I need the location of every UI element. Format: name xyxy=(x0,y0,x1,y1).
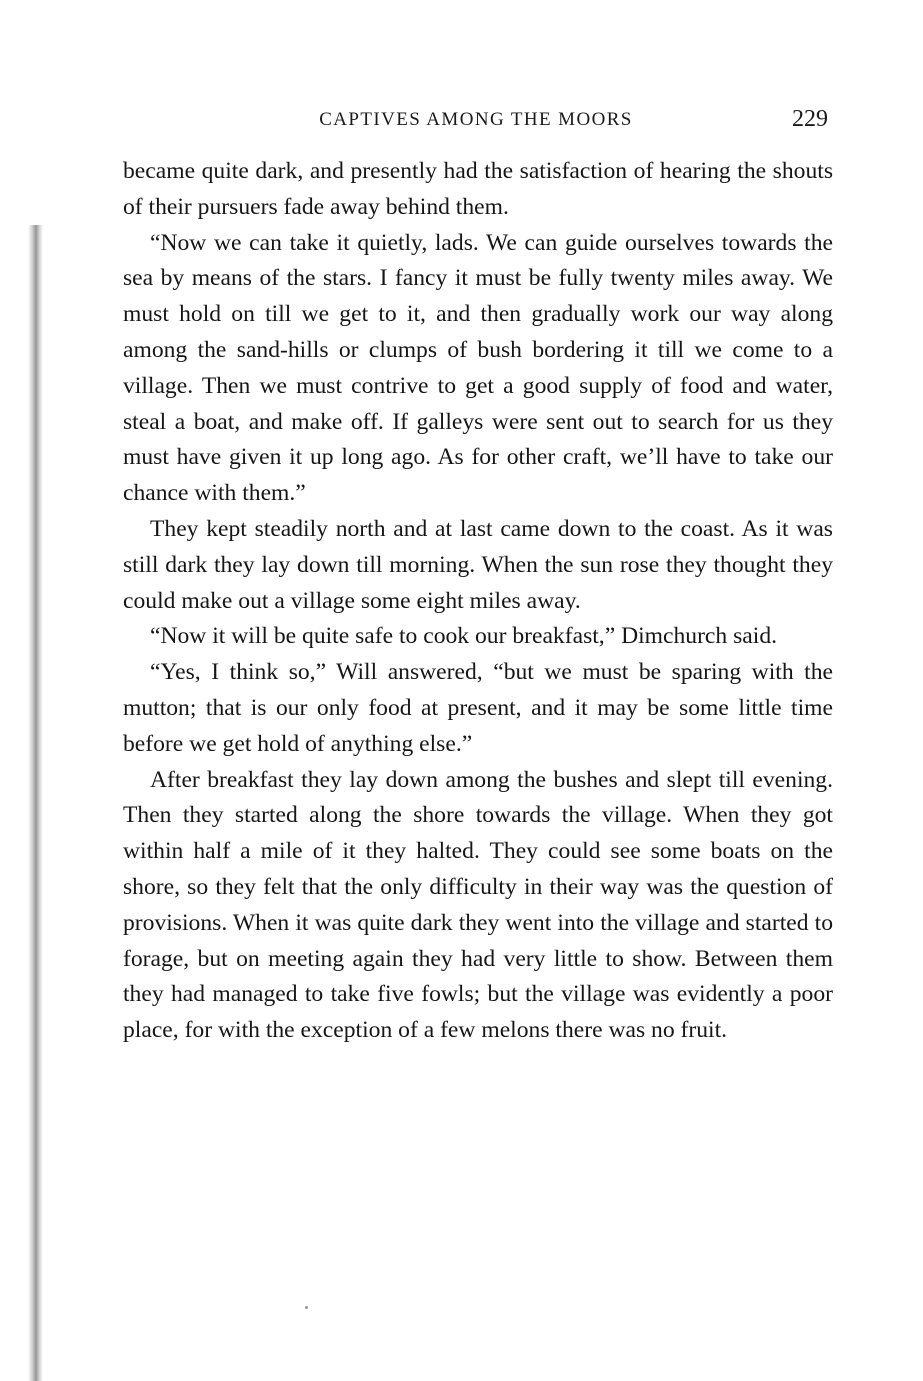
print-speck xyxy=(305,1306,308,1309)
page-gutter-edge xyxy=(0,225,44,1381)
running-header xyxy=(120,106,832,136)
paragraph-5: “Yes, I think so,” Will answered, “but we must be sparing with the mutton; that is our only food at present, and it may be some little time before we get hold of anything else.” xyxy=(123,659,833,757)
paragraph-3: They kept steadily north and at last came down to the coast. As it was still dark they lay down till morning. When the sun rose they thought they could make out a village some eight miles away. xyxy=(123,515,833,614)
paragraph-6: After breakfast they lay down among the bushes and slept till evening. Then they started along the shore towards the village. When they got within half a mile of it they halted. They could see some boats on the shore, so they felt that the only difficulty in their way was the question of provisions. When it was quite dark they went into the village and started to forage, but on meeting again they had very little to show. Between them they had managed to take five fowls; but the village was evidently a poor place, for with the exception of a few melons there was no fruit. xyxy=(123,766,833,1044)
body-text xyxy=(123,154,833,1049)
running-title: CAPTIVES AMONG THE MOORS xyxy=(319,109,633,130)
paragraph-1: became quite dark, and presently had the satisfaction of hearing the shouts of their pursuers fade away behind them. xyxy=(123,158,833,220)
paragraph-2: “Now we can take it quietly, lads. We can guide ourselves towards the sea by means of the stars. I fancy it must be fully twenty miles away. We must hold on till we get to it, and then gradually work our way along among the sand-hills or clumps of bush bordering it till we come to a village. Then we must contrive to get a good supply of food and water, steal a boat, and make off. If galleys were sent out to search for us they must have given it up long ago. As for other craft, we’ll have to take our chance with them.” xyxy=(123,229,833,507)
page-number: 229 xyxy=(792,106,828,132)
paragraph-4: “Now it will be quite safe to cook our breakfast,” Dimchurch said. xyxy=(150,623,778,650)
